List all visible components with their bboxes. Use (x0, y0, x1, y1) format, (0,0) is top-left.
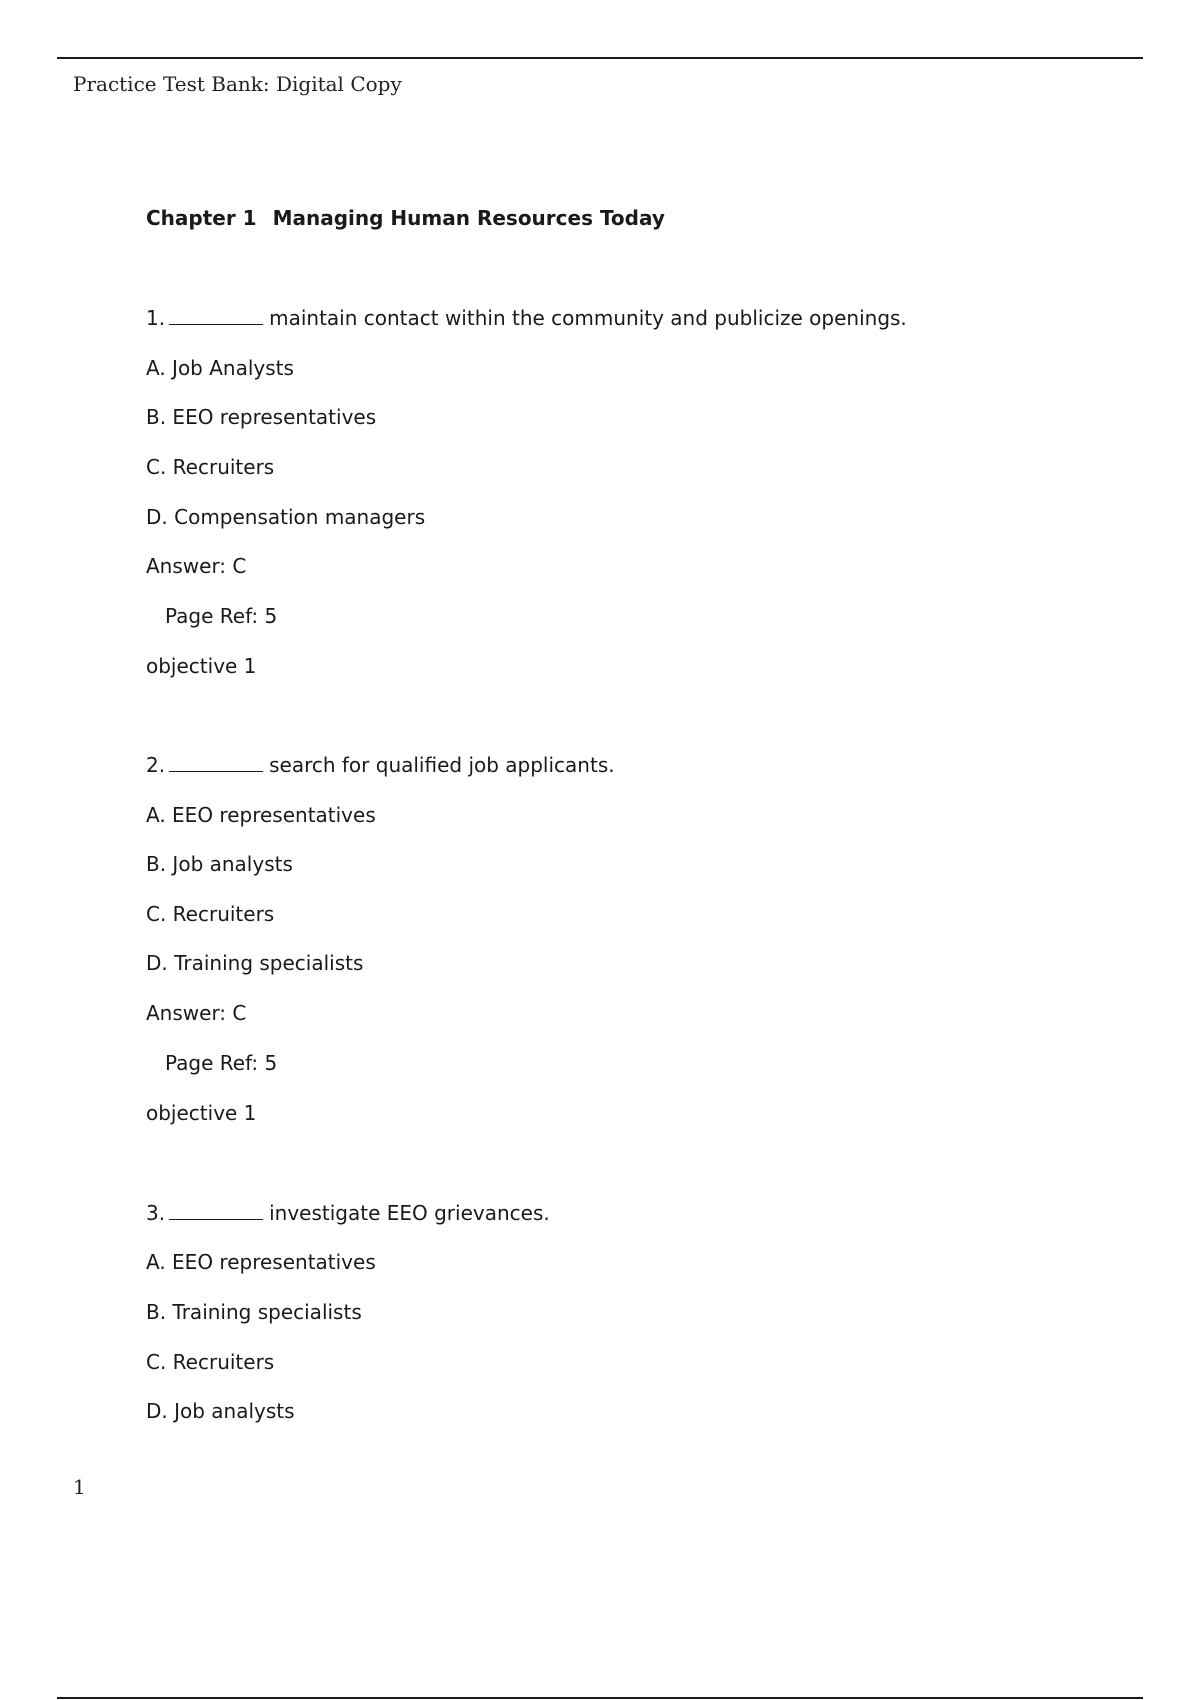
question-text: investigate EEO grievances. (269, 1201, 550, 1225)
question-number: 1. (146, 306, 166, 330)
question-3-option-a: A. EEO representatives (146, 1250, 376, 1274)
chapter-number: Chapter 1 (146, 206, 257, 230)
question-3-option-d: D. Job analysts (146, 1399, 295, 1423)
question-2-option-b: B. Job analysts (146, 852, 293, 876)
question-text: maintain contact within the community and publicize openings. (269, 306, 907, 330)
top-rule (57, 57, 1143, 59)
running-header: Practice Test Bank: Digital Copy (73, 72, 402, 96)
question-1-option-d: D. Compensation managers (146, 505, 426, 529)
answer-blank (169, 753, 263, 772)
question-number: 2. (146, 753, 166, 777)
question-1-page-ref: Page Ref: 5 (165, 604, 278, 628)
question-3-option-b: B. Training specialists (146, 1300, 362, 1324)
question-1-option-c: C. Recruiters (146, 455, 275, 479)
question-2-option-d: D. Training specialists (146, 951, 364, 975)
question-1-stem (146, 305, 907, 331)
question-2-option-c: C. Recruiters (146, 902, 275, 926)
question-number: 3. (146, 1201, 166, 1225)
chapter-title: Managing Human Resources Today (272, 206, 665, 230)
bottom-rule (57, 1697, 1143, 1699)
question-3-option-c: C. Recruiters (146, 1350, 275, 1374)
question-3-stem (146, 1200, 550, 1226)
question-2-stem (146, 752, 615, 778)
answer-blank (169, 1201, 263, 1220)
chapter-heading (146, 205, 665, 231)
question-2-answer: Answer: C (146, 1001, 247, 1025)
question-text: search for qualified job applicants. (269, 753, 615, 777)
question-2-objective: objective 1 (146, 1101, 257, 1125)
question-1-answer: Answer: C (146, 554, 247, 578)
question-1-objective: objective 1 (146, 654, 257, 678)
page-number: 1 (73, 1475, 86, 1499)
question-2-option-a: A. EEO representatives (146, 803, 376, 827)
question-2-page-ref: Page Ref: 5 (165, 1051, 278, 1075)
question-1-option-b: B. EEO representatives (146, 405, 377, 429)
answer-blank (169, 306, 263, 325)
question-1-option-a: A. Job Analysts (146, 356, 294, 380)
